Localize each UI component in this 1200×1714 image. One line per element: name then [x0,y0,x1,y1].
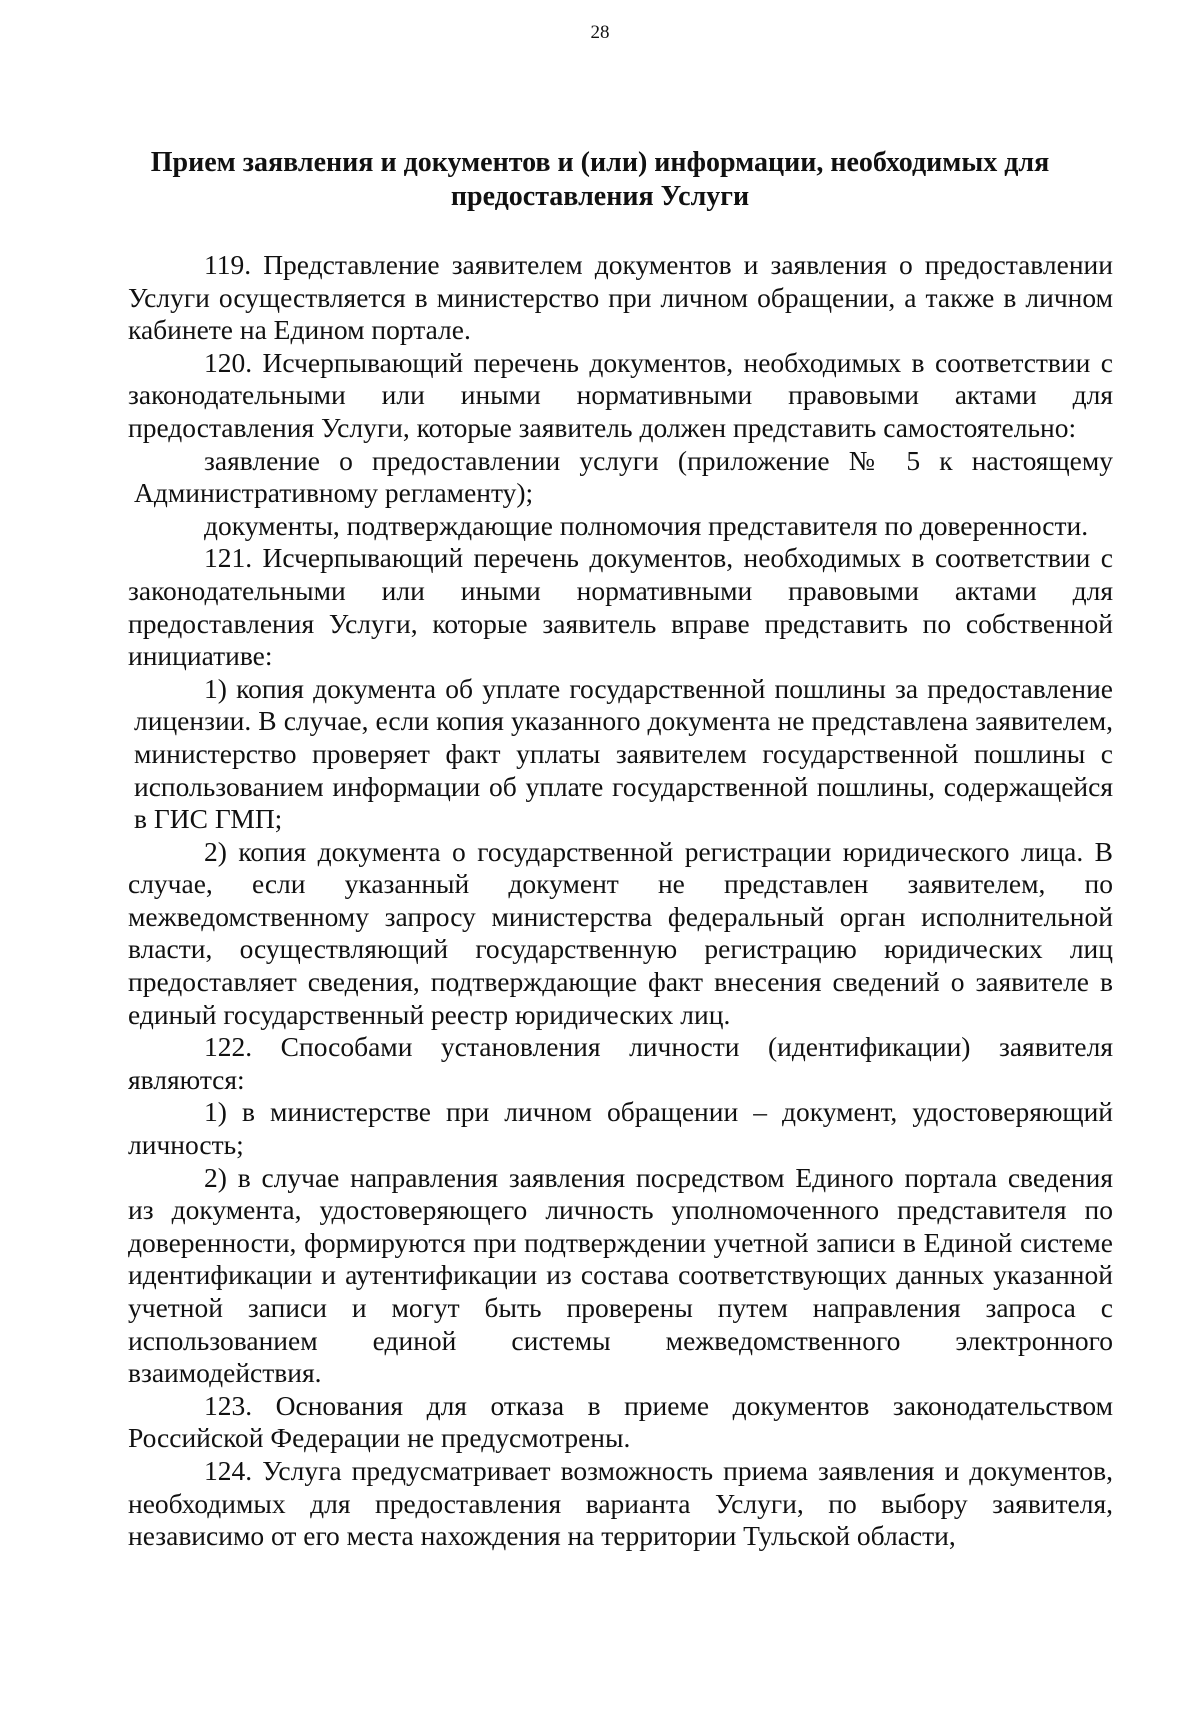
paragraph-124: 124. Услуга предусматривает возможность приема заявления и документов, необходимых для предоставления варианта Услуги, по выбору заявителя, независимо от его места нахождения на территории Тульской области, [128,1454,1113,1552]
paragraph-121-item-1: 1) копия документа об уплате государственной пошлины за предоставление лицензии. В случае, если копия указанного документа не представлена заявителем, министерство проверяет факт уплаты заявителем государственной пошлины с использованием информации об уплате государственной пошлины, содержащейся в ГИС ГМП; [134,672,1113,835]
paragraph-121-item-2: 2) копия документа о государственной регистрации юридического лица. В случае, если указанный документ не представлен заявителем, по межведомственному запросу министерства федеральный орган исполнительной власти, осуществляющий государственную регистрацию юридических лиц предоставляет сведения, подтверждающие факт внесения сведений о заявителе в единый государственный реестр юридических лиц. [128,835,1113,1030]
document-body [128,249,1113,1553]
paragraph-122-item-1: 1) в министерстве при личном обращении – документ, удостоверяющий личность; [128,1096,1113,1161]
paragraph-120-item-proxy-documents: документы, подтверждающие полномочия представителя по доверенности. [204,509,1089,541]
section-title [120,146,1080,214]
paragraph-120: 120. Исчерпывающий перечень документов, необходимых в соответствии с законодательными или иными нормативными правовыми актами для предоставления Услуги, которые заявитель должен представить самостоятельно: [128,346,1113,443]
paragraph-122: 122. Способами установления личности (идентификации) заявителя являются: [128,1031,1113,1095]
paragraph-119: 119. Представление заявителем документов и заявления о предоставлении Услуги осуществляется в министерство при личном обращении, а также в личном кабинете на Едином портале. [128,249,1113,346]
paragraph-121: 121. Исчерпывающий перечень документов, необходимых в соответствии с законодательными или иными нормативными правовыми актами для предоставления Услуги, которые заявитель вправе представить по собственной инициативе: [128,542,1113,672]
paragraph-122-item-2: 2) в случае направления заявления посредством Единого портала сведения из документа, удостоверяющего личность уполномоченного представителя по доверенности, формируются при подтверждении учетной записи в Единой системе идентификации и аутентификации из состава соответствующих данных указанной учетной записи и могут быть проверены путем направления запроса с использованием единой системы межведомственного электронного взаимодействия. [128,1161,1113,1389]
paragraph-123: 123. Основания для отказа в приеме документов законодательством Российской Федерации не предусмотрены. [128,1389,1113,1454]
paragraph-120-item-application: заявление о предоставлении услуги (приложение № 5 к настоящему Административному регламенту); [134,444,1113,509]
section-title-line-1: Прием заявления и документов и (или) информации, необходимых для [150,147,1050,178]
page-number: 28 [590,22,610,43]
section-title-line-2: предоставления Услуги [450,181,750,212]
